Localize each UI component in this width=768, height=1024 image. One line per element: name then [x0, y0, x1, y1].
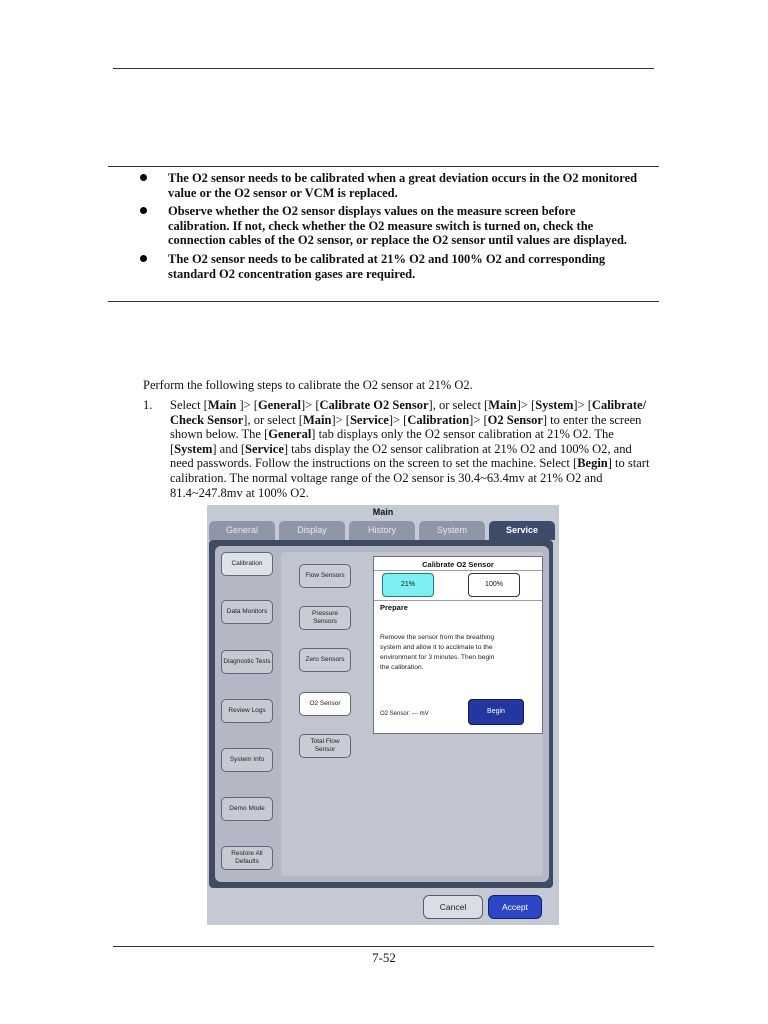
- calibrate-o2-dialog: [373, 556, 543, 734]
- menu-reference: General: [268, 427, 312, 442]
- menu-reference: Calibration: [407, 412, 470, 427]
- step-text: ], or select [: [243, 412, 303, 427]
- step-text: ]> [: [573, 398, 592, 412]
- menu-reference: Service: [245, 441, 284, 456]
- note-item: [140, 204, 640, 248]
- step-body: [170, 398, 655, 500]
- step-text: ]> [: [469, 412, 488, 427]
- bullet-icon: [140, 207, 147, 214]
- sidebar-item-calibration[interactable]: Calibration: [221, 552, 273, 576]
- step-text: Select [: [170, 398, 208, 412]
- pressure-sensors-button[interactable]: Pressure Sensors: [299, 606, 351, 630]
- step-text: ]> [: [516, 398, 536, 412]
- option-21-percent[interactable]: 21%: [382, 573, 434, 597]
- accept-button[interactable]: Accept: [488, 895, 542, 919]
- tab-display[interactable]: Display: [279, 521, 345, 540]
- device-screenshot: [207, 505, 559, 925]
- note-box: [140, 171, 640, 285]
- divider: [374, 600, 542, 601]
- sidebar-item-restore-defaults[interactable]: Restore All Defaults: [221, 846, 273, 870]
- tab-service[interactable]: Service: [489, 521, 555, 540]
- menu-reference: Main: [302, 412, 332, 427]
- tab-history[interactable]: History: [349, 521, 415, 540]
- menu-reference: Main: [207, 398, 240, 412]
- flow-sensors-button[interactable]: Flow Sensors: [299, 564, 351, 588]
- calibration-area: [281, 552, 543, 876]
- step-text: ] and [: [212, 441, 245, 456]
- step-text: ], or select [: [428, 398, 489, 412]
- step-text: ] to start calibration. The normal voltage range of the O2 sensor is 30.4~63.4mv at 21% O2 and 81.4~247.8mv at 100% O2.: [170, 456, 650, 500]
- menu-reference: General: [257, 398, 301, 412]
- step-number: 1.: [143, 398, 153, 412]
- menu-reference: O2 Sensor: [487, 412, 543, 427]
- step-text: ] tabs display the O2 sensor calibration at 21% O2 and 100% O2, and need passwords. Follow the instructions on the screen to set the machine. Select [: [170, 441, 632, 471]
- note-item: [140, 171, 640, 200]
- sidebar-item-diagnostic-tests[interactable]: Diagnostic Tests: [221, 650, 273, 674]
- dialog-title: Calibrate O2 Sensor: [422, 560, 494, 569]
- menu-reference: System: [535, 398, 574, 412]
- step-text: ]> [: [239, 398, 258, 412]
- o2-sensor-readout: O2 Sensor: --- mV: [380, 711, 429, 717]
- tab-general[interactable]: General: [209, 521, 275, 540]
- divider: [374, 570, 542, 571]
- tab-system[interactable]: System: [419, 521, 485, 540]
- step-text: ]> [: [301, 398, 320, 412]
- service-frame: [209, 540, 553, 888]
- bullet-icon: [140, 255, 147, 262]
- note-text: The O2 sensor needs to be calibrated when a great deviation occurs in the O2 monitored value or the O2 sensor or VCM is replaced.: [168, 171, 638, 200]
- step-1: [143, 398, 655, 500]
- sidebar-item-data-monitors[interactable]: Data Monitors: [221, 600, 273, 624]
- menu-reference: Service: [349, 412, 389, 427]
- step-text: ]> [: [331, 412, 350, 427]
- note-text: The O2 sensor needs to be calibrated at 21% O2 and 100% O2 and corresponding standard O2 concentration gases are required.: [168, 251, 606, 281]
- prepare-description: Remove the sensor from the breathing system and allow it to acclimate to the environment for 3 minutes. Then begin the calibration.: [380, 634, 495, 671]
- menu-reference: Main: [488, 398, 517, 412]
- step-text: ]> [: [388, 412, 408, 427]
- menu-reference: Calibrate O2 Sensor: [319, 398, 429, 412]
- step-text: ] to enter the screen shown below. The [: [170, 412, 642, 442]
- note-text: Observe whether the O2 sensor displays values on the measure screen before calibration. If not, check whether the O2 measure switch is turned on, check the connection cables of the O2 sensor, or replace the O2 sensor until values are displayed.: [168, 204, 628, 248]
- footer-rule: [113, 946, 654, 947]
- window-title: Main: [372, 507, 394, 517]
- note-item: [140, 252, 640, 281]
- bullet-icon: [140, 174, 147, 181]
- menu-reference: Calibrate/ Check Sensor: [170, 398, 647, 427]
- total-flow-sensor-button[interactable]: Total Flow Sensor: [299, 734, 351, 758]
- begin-button[interactable]: Begin: [468, 699, 524, 725]
- zero-sensors-button[interactable]: Zero Sensors: [299, 648, 351, 672]
- prepare-heading: Prepare: [380, 603, 408, 612]
- intro-paragraph: Perform the following steps to calibrate the O2 sensor at 21% O2.: [143, 378, 473, 392]
- page-number: 7-52: [372, 950, 396, 965]
- menu-reference: Begin: [577, 456, 608, 471]
- step-text: ] tab displays only the O2 sensor calibration at 21% O2. The [: [170, 427, 614, 456]
- header-rule: [113, 68, 654, 69]
- sidebar-item-review-logs[interactable]: Review Logs: [221, 699, 273, 723]
- tab-bar: [209, 521, 557, 540]
- note-bottom-rule: [108, 301, 659, 302]
- o2-sensor-button[interactable]: O2 Sensor: [299, 692, 351, 716]
- note-top-rule: [108, 166, 659, 167]
- option-100-percent[interactable]: 100%: [468, 573, 520, 597]
- sidebar-item-system-info[interactable]: System Info: [221, 748, 273, 772]
- cancel-button[interactable]: Cancel: [423, 895, 483, 919]
- menu-reference: System: [174, 441, 213, 456]
- sidebar-item-demo-mode[interactable]: Demo Mode: [221, 797, 273, 821]
- service-panel: [215, 546, 549, 882]
